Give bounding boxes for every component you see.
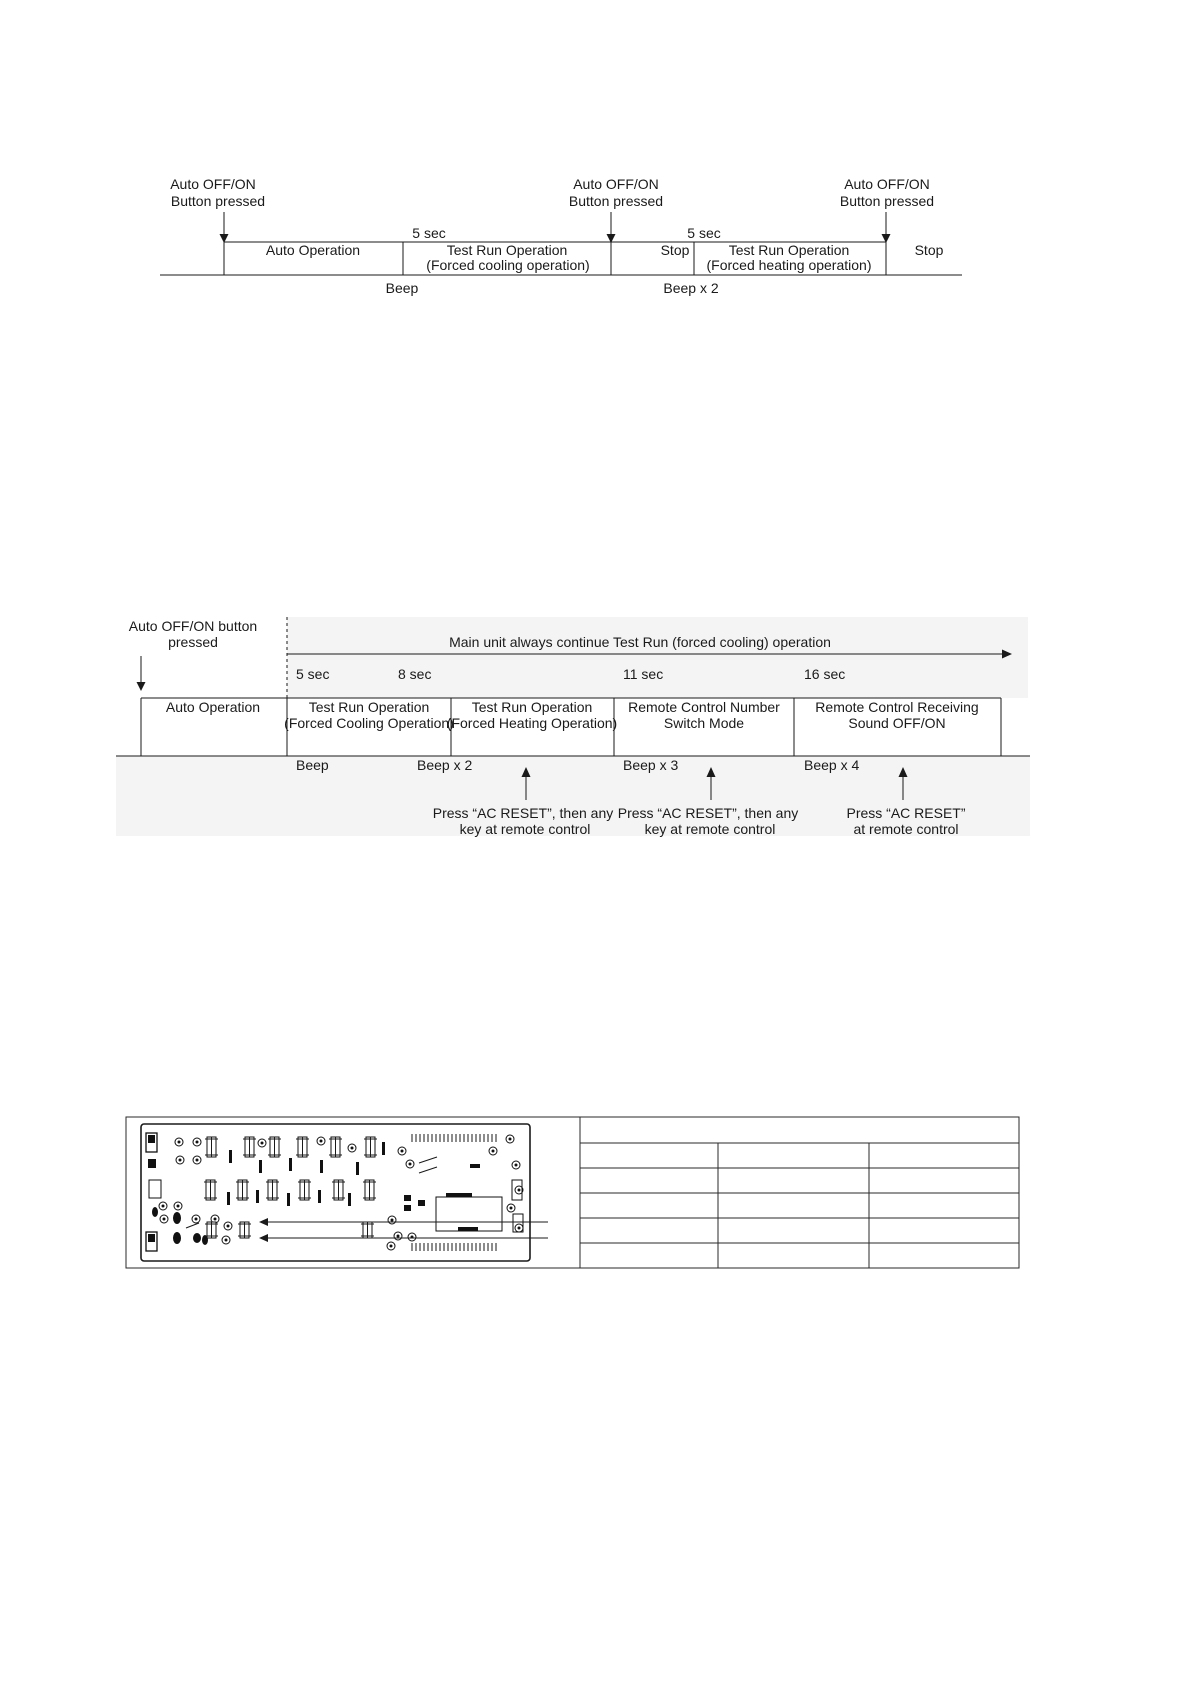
pcb-resistor xyxy=(289,1158,292,1171)
button-press-label: Button pressed xyxy=(839,193,935,209)
button-press-label: Auto OFF/ON xyxy=(844,176,930,192)
time-label: 11 sec xyxy=(623,666,664,682)
pcb-pad-hole xyxy=(351,1147,354,1150)
beep-label: Beep x 4 xyxy=(804,757,860,773)
pcb-pad-hole xyxy=(178,1141,181,1144)
pcb-pad-hole xyxy=(510,1207,513,1210)
pcb-smd-part xyxy=(404,1205,411,1211)
beep-label: Beep x 3 xyxy=(623,757,679,773)
pcb-pad-hole xyxy=(163,1218,166,1221)
button-press-label: Button pressed xyxy=(568,193,664,209)
pcb-pad-hole xyxy=(515,1164,518,1167)
pcb-pad-hole xyxy=(518,1227,521,1230)
phase-label: Remote Control Receiving xyxy=(815,699,979,715)
forced-test-run-timing-diagram xyxy=(160,176,962,296)
down-arrow-icon xyxy=(137,656,146,691)
pcb-resistor xyxy=(356,1162,359,1175)
phase-label: Stop xyxy=(660,242,690,258)
pcb-capacitor-pad xyxy=(173,1212,181,1224)
pcb-resistor xyxy=(318,1190,321,1203)
phase-label: Test Run Operation xyxy=(471,699,593,715)
pcb-resistor xyxy=(446,1193,472,1197)
phase-label: Auto Operation xyxy=(165,699,261,715)
pcb-pad-hole xyxy=(492,1150,495,1153)
phase-sublabel: (Forced heating operation) xyxy=(706,257,872,273)
pcb-capacitor-pad xyxy=(173,1232,181,1244)
remote-settings-timing-diagram xyxy=(116,617,1030,837)
pcb-resistor xyxy=(320,1160,323,1173)
pcb-pad-hole xyxy=(509,1138,512,1141)
pcb-pad-hole xyxy=(177,1205,180,1208)
pcb-board-image xyxy=(141,1124,548,1261)
pcb-resistor xyxy=(348,1193,351,1206)
pcb-resistor xyxy=(256,1190,259,1203)
pcb-pad-hole xyxy=(391,1219,394,1222)
phase-label: Remote Control Number xyxy=(628,699,780,715)
down-arrow-icon xyxy=(607,212,616,243)
action-instruction: Press “AC RESET” xyxy=(846,805,966,821)
pcb-pad-hole xyxy=(409,1163,412,1166)
action-instruction: key at remote control xyxy=(644,821,776,837)
action-instruction: at remote control xyxy=(853,821,959,837)
pcb-table xyxy=(126,1117,1019,1268)
button-press-label: Auto OFF/ON button xyxy=(128,618,258,634)
pcb-pad-hole xyxy=(162,1205,165,1208)
pcb-chip xyxy=(148,1159,156,1168)
phase-label: Test Run Operation xyxy=(728,242,850,258)
time-label: 8 sec xyxy=(398,666,432,682)
down-arrow-icon xyxy=(220,212,229,243)
phase-label: Test Run Operation xyxy=(446,242,568,258)
pcb-resistor xyxy=(470,1164,480,1168)
pcb-resistor xyxy=(458,1227,478,1231)
pcb-capacitor-pad xyxy=(152,1207,158,1217)
interval-label: 5 sec xyxy=(687,225,721,241)
pcb-pad-hole xyxy=(196,1159,199,1162)
phase-sublabel: (Forced Heating Operation) xyxy=(446,715,618,731)
pcb-pad-hole xyxy=(227,1225,230,1228)
pcb-pad-hole xyxy=(390,1245,393,1248)
beep-label: Beep x 2 xyxy=(663,280,719,296)
scan-tint xyxy=(287,617,1028,698)
phase-label: Auto Operation xyxy=(265,242,361,258)
pcb-resistor xyxy=(227,1192,230,1205)
pcb-pad-hole xyxy=(518,1189,521,1192)
pcb-pad-hole xyxy=(179,1159,182,1162)
pcb-pad-hole xyxy=(214,1218,217,1221)
action-instruction: Press “AC RESET”, then any xyxy=(617,805,799,821)
button-press-label: pressed xyxy=(168,634,218,650)
pcb-pad-hole xyxy=(397,1235,400,1238)
pcb-connector-pin xyxy=(148,1135,155,1143)
beep-label: Beep xyxy=(296,757,329,773)
button-press-label: Auto OFF/ON xyxy=(170,176,256,192)
phase-label: Test Run Operation xyxy=(308,699,430,715)
pcb-smd-part xyxy=(418,1200,425,1206)
pcb-resistor xyxy=(229,1150,232,1163)
action-instruction: key at remote control xyxy=(459,821,591,837)
beep-label: Beep xyxy=(385,280,419,296)
action-instruction: Press “AC RESET”, then any xyxy=(432,805,614,821)
interval-label: 5 sec xyxy=(412,225,446,241)
pcb-pad-hole xyxy=(261,1142,264,1145)
phase-sublabel: Switch Mode xyxy=(663,715,745,731)
arrow-head xyxy=(137,682,146,691)
beep-label: Beep x 2 xyxy=(417,757,473,773)
pcb-pad-hole xyxy=(320,1140,323,1143)
phase-sublabel: Sound OFF/ON xyxy=(848,715,946,731)
pcb-capacitor-pad xyxy=(193,1233,201,1243)
pcb-resistor xyxy=(287,1193,290,1206)
button-press-label: Auto OFF/ON xyxy=(573,176,659,192)
pcb-smd-part xyxy=(404,1195,411,1201)
pcb-pad-hole xyxy=(225,1239,228,1242)
pcb-resistor xyxy=(382,1142,385,1155)
phase-sublabel: (Forced Cooling Operation) xyxy=(284,715,454,731)
phase-sublabel: (Forced cooling operation) xyxy=(426,257,590,273)
down-arrow-icon xyxy=(882,212,891,243)
pcb-connector-pin xyxy=(148,1234,155,1242)
button-press-label: Button pressed xyxy=(170,193,266,209)
pcb-resistor xyxy=(259,1160,262,1173)
pcb-pad-hole xyxy=(401,1150,404,1153)
continuous-operation-note: Main unit always continue Test Run (forced cooling) operation xyxy=(449,634,831,650)
pcb-pad-hole xyxy=(195,1218,198,1221)
time-label: 16 sec xyxy=(804,666,846,682)
time-label: 5 sec xyxy=(296,666,330,682)
pcb-pad-hole xyxy=(196,1141,199,1144)
phase-label: Stop xyxy=(914,242,944,258)
